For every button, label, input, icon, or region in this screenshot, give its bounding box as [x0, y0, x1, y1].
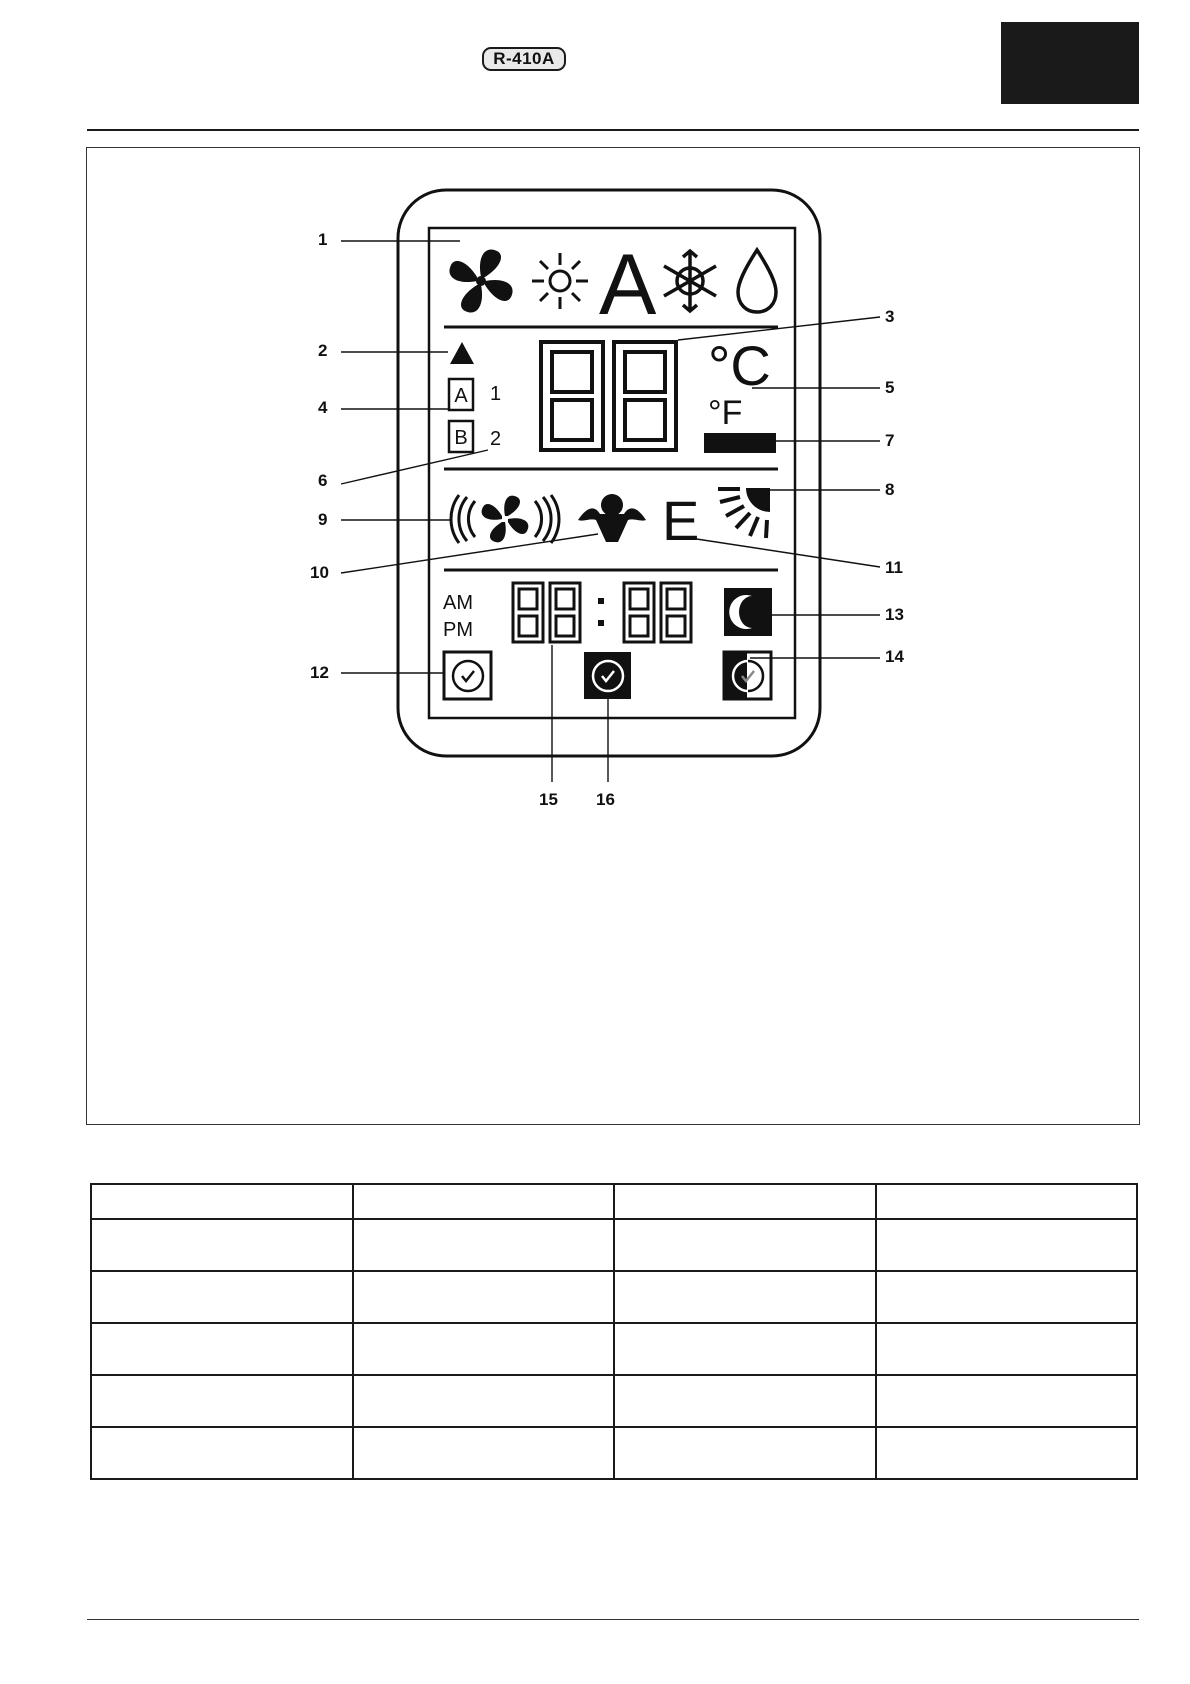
callout-1: 1 — [318, 230, 328, 249]
table-row — [91, 1271, 1137, 1323]
callout-16: 16 — [596, 790, 615, 809]
table-row — [91, 1219, 1137, 1271]
unit-b-letter: B — [454, 427, 468, 449]
table-cell — [353, 1375, 615, 1427]
main-digit-1 — [541, 342, 603, 450]
table-row — [91, 1323, 1137, 1375]
spec-table — [90, 1183, 1138, 1480]
main-temperature-digits — [541, 342, 676, 450]
table-cell — [353, 1271, 615, 1323]
table-cell — [353, 1219, 615, 1271]
table-row — [91, 1427, 1137, 1479]
swing-louver-icon — [718, 488, 770, 538]
pm-label: PM — [443, 619, 473, 641]
callout-6: 6 — [318, 471, 328, 490]
refrigerant-badge: R-410A — [482, 47, 566, 71]
callout-7: 7 — [885, 431, 895, 450]
table-cell — [876, 1427, 1138, 1479]
callout-4: 4 — [318, 398, 328, 417]
clock-digits — [513, 583, 691, 642]
callout-9: 9 — [318, 510, 328, 529]
fan-speed-icon — [451, 495, 559, 543]
table-cell — [353, 1184, 615, 1219]
error-letter: E — [662, 489, 700, 552]
table-cell — [614, 1375, 876, 1427]
cool-snowflake-icon — [664, 251, 716, 311]
up-triangle-icon — [450, 342, 474, 364]
table-cell — [91, 1427, 353, 1479]
callout-10: 10 — [310, 563, 329, 582]
auto-mode-letter: A — [599, 237, 657, 333]
table-cell — [91, 1375, 353, 1427]
footer-rule — [87, 1619, 1139, 1620]
table-cell — [876, 1375, 1138, 1427]
table-cell — [614, 1271, 876, 1323]
timer-icon — [584, 652, 631, 699]
table-row — [91, 1375, 1137, 1427]
callout-2: 2 — [318, 341, 328, 360]
table-cell — [91, 1271, 353, 1323]
unit-a-number: 1 — [490, 383, 502, 405]
callout-15: 15 — [539, 790, 558, 809]
main-digit-2 — [614, 342, 676, 450]
dry-drop-icon — [738, 250, 776, 312]
table-cell — [91, 1219, 353, 1271]
table-cell — [91, 1323, 353, 1375]
table-cell — [876, 1271, 1138, 1323]
table-cell — [876, 1323, 1138, 1375]
callout-13: 13 — [885, 605, 904, 624]
table-cell — [876, 1219, 1138, 1271]
table-row — [91, 1184, 1137, 1219]
timer-on-icon — [444, 652, 491, 699]
sleep-moon-icon — [724, 588, 772, 636]
unit-b-number: 2 — [490, 428, 502, 450]
unit-bar — [704, 433, 776, 453]
table-cell — [614, 1184, 876, 1219]
callout-3: 3 — [885, 307, 895, 326]
timer-off-icon — [724, 652, 771, 699]
clock-colon — [598, 598, 604, 626]
am-label: AM — [443, 592, 473, 614]
callout-14: 14 — [885, 647, 904, 666]
table-cell — [614, 1323, 876, 1375]
callout-5: 5 — [885, 378, 895, 397]
table-cell — [614, 1219, 876, 1271]
table-cell — [91, 1184, 353, 1219]
callout-8: 8 — [885, 480, 895, 499]
unit-a-letter: A — [454, 385, 468, 407]
celsius-unit: °C — [708, 334, 771, 397]
fahrenheit-unit: °F — [708, 394, 743, 432]
table-cell — [876, 1184, 1138, 1219]
fan-icon — [449, 249, 512, 312]
table-cell — [353, 1427, 615, 1479]
table-cell — [614, 1427, 876, 1479]
callout-11: 11 — [885, 558, 903, 577]
table-cell — [353, 1323, 615, 1375]
callout-12: 12 — [310, 663, 329, 682]
heat-sun-icon — [532, 253, 588, 309]
